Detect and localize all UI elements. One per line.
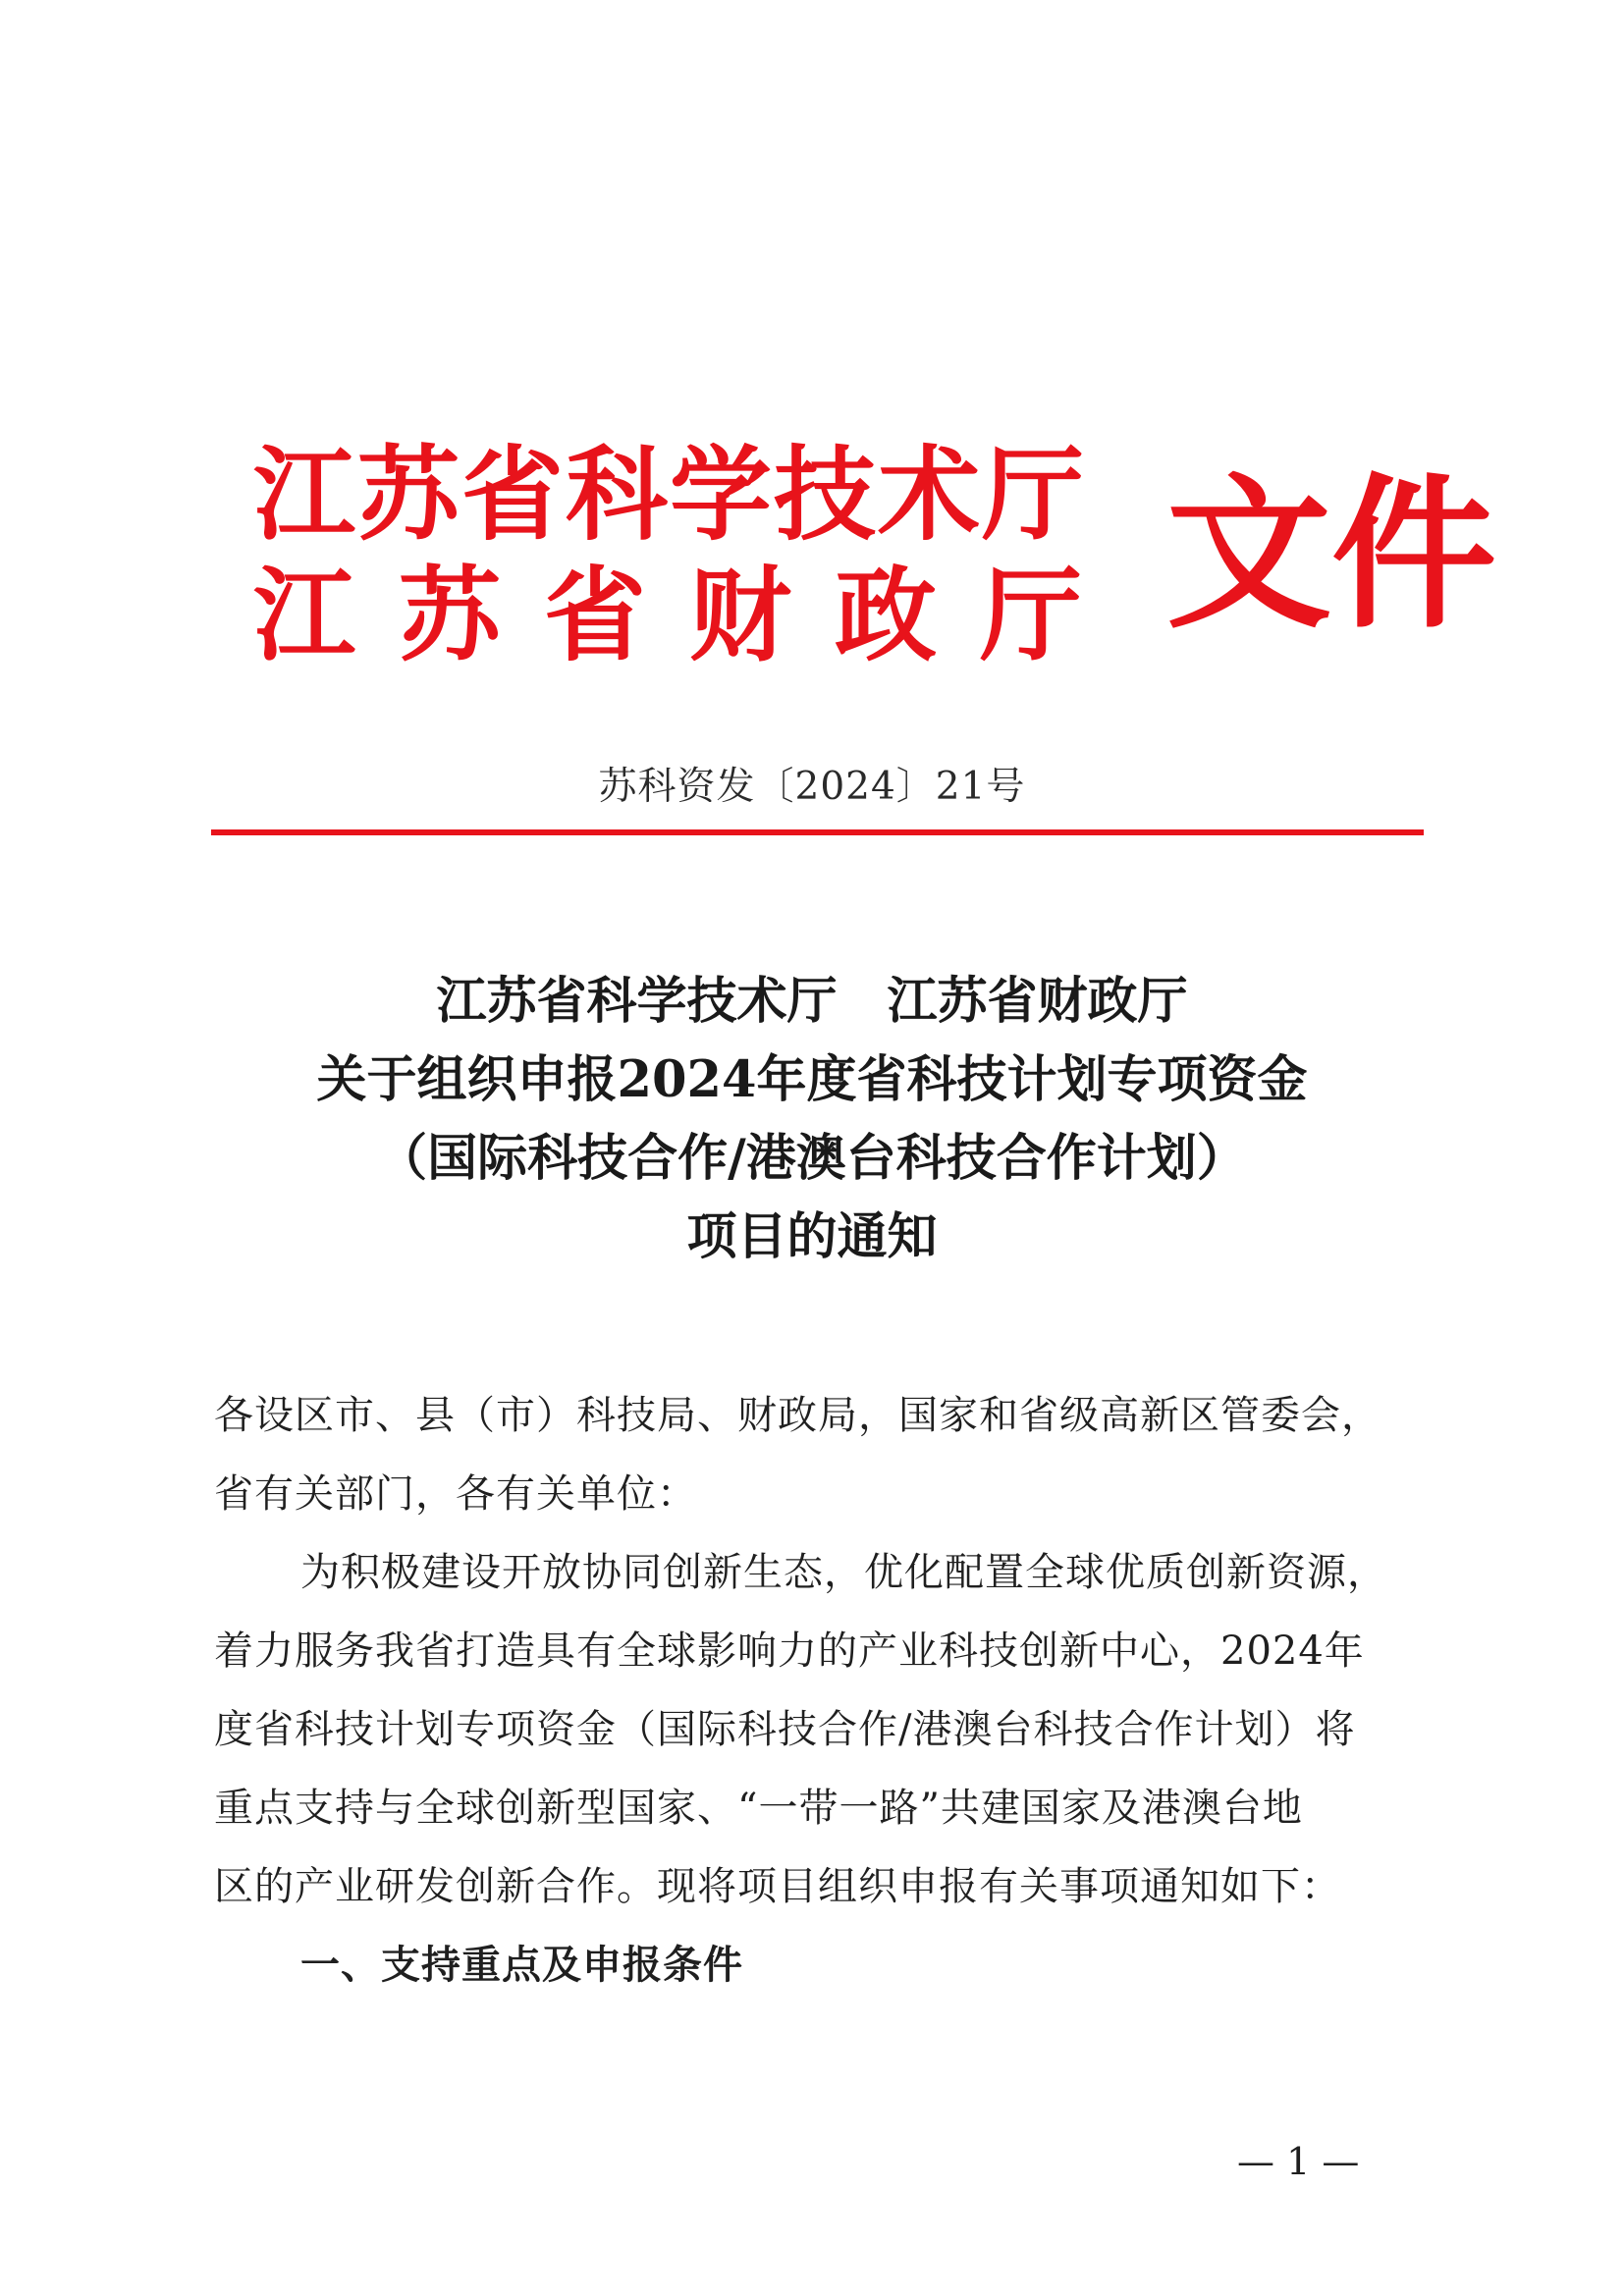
document-body: [214, 1376, 1428, 2004]
document-type-label: 文件: [1166, 456, 1496, 651]
title-line-1: 江苏省科学技术厅 江苏省财政厅: [436, 972, 1188, 1031]
red-divider-line: [211, 829, 1424, 835]
paragraph-line-2: 着力服务我省打造具有全球影响力的产业科技创新中心，2024年: [214, 1629, 1365, 1674]
paragraph-line-3: 度省科技计划专项资金（国际科技合作/港澳台科技合作计划）将: [214, 1707, 1356, 1752]
document-header: [253, 432, 1496, 677]
title-line-3: （国际科技合作/港澳台科技合作计划）: [377, 1129, 1247, 1188]
page-number: — 1 —: [1237, 2140, 1360, 2183]
addressee-line-2: 省有关部门，各有关单位：: [214, 1471, 697, 1517]
addressee-line-1: 各设区市、县（市）科技局、财政局，国家和省级高新区管委会，: [214, 1393, 1381, 1438]
paragraph-line-4: 重点支持与全球创新型国家、“一带一路”共建国家及港澳台地: [214, 1786, 1303, 1831]
issuer-line-1: 江苏省科学技术厅: [253, 434, 1087, 555]
title-line-2: 关于组织申报2024年度省科技计划专项资金: [316, 1050, 1308, 1109]
paragraph-line-5: 区的产业研发创新合作。现将项目组织申报有关事项通知如下：: [214, 1864, 1341, 1909]
document-title: [0, 962, 1624, 1276]
document-number: 苏科资发〔2024〕21号: [598, 765, 1026, 809]
issuer-line-2: 江苏省财政厅: [253, 555, 1126, 675]
paragraph-line-1: 为积极建设开放协同创新生态，优化配置全球优质创新资源，: [300, 1550, 1387, 1595]
section-heading-1: 一、支持重点及申报条件: [300, 1942, 743, 1988]
title-line-4: 项目的通知: [686, 1207, 938, 1266]
